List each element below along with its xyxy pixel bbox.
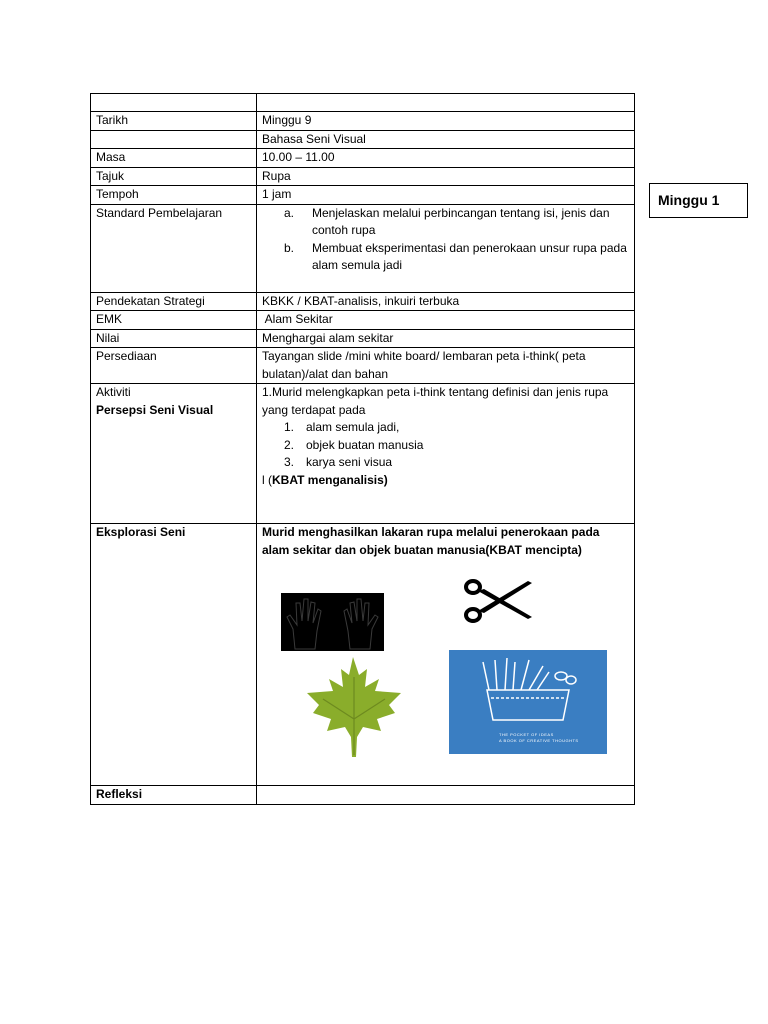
row-tempoh xyxy=(91,186,635,205)
row-label: Tempoh xyxy=(91,186,257,205)
list-text: Membuat eksperimentasi dan penerokaan unsur rupa pada alam semula jadi xyxy=(312,240,627,272)
row-value xyxy=(257,204,635,292)
empty-cell xyxy=(257,94,635,112)
row-pendekatan xyxy=(91,292,635,311)
row-value: Rupa xyxy=(257,167,635,186)
list-text: objek buatan manusia xyxy=(306,437,424,452)
row-tajuk xyxy=(91,167,635,186)
row-standard xyxy=(91,204,635,292)
list-marker: 2. xyxy=(284,437,295,452)
activity-sublabel: Persepsi Seni Visual xyxy=(96,402,214,417)
row-label: Standard Pembelajaran xyxy=(91,204,257,292)
empty-cell xyxy=(91,94,257,112)
list-marker: 3. xyxy=(284,455,295,469)
list-item xyxy=(284,240,629,275)
row-aktiviti xyxy=(91,384,635,524)
row-value: KBKK / KBAT-analisis, inkuiri terbuka xyxy=(257,292,635,311)
row-label: Masa xyxy=(91,149,257,168)
list-marker: b. xyxy=(284,240,295,255)
row-label: Persediaan xyxy=(91,348,257,384)
header-row xyxy=(91,94,635,112)
list-marker: 1. xyxy=(284,420,295,434)
activity-intro: 1.Murid melengkapkan peta i-think tentang definisi dan jenis rupa yang terdapat pada xyxy=(262,385,609,417)
row-label: Nilai xyxy=(91,329,257,348)
poster-title: THE POCKET OF IDEAS xyxy=(499,732,554,737)
row-persediaan xyxy=(91,348,635,384)
list-text: karya seni visua xyxy=(306,455,393,469)
row-value: 1 jam xyxy=(257,186,635,205)
row-label: Tarikh xyxy=(91,112,257,131)
exploration-text: Murid menghasilkan lakaran rupa melalui penerokaan pada alam sekitar dan objek buatan manusia(KBAT mencipta) xyxy=(262,525,600,557)
row-nilai xyxy=(91,329,635,348)
hands-image xyxy=(281,593,384,651)
row-value xyxy=(257,786,635,805)
activity-outro xyxy=(262,472,629,490)
row-subject xyxy=(91,130,635,149)
list-item xyxy=(284,454,629,472)
week-label-box: Minggu 1 xyxy=(649,183,748,218)
row-value: 10.00 – 11.00 xyxy=(257,149,635,168)
list-item xyxy=(284,437,629,455)
row-label xyxy=(91,384,257,524)
list-item xyxy=(284,205,629,240)
row-value xyxy=(257,384,635,524)
empty-cell xyxy=(91,130,257,149)
row-value: Bahasa Seni Visual xyxy=(257,130,635,149)
row-label: Refleksi xyxy=(91,786,257,805)
row-value: Tayangan slide /mini white board/ lembaran peta i-think( peta bulatan)/alat dan bahan xyxy=(257,348,635,384)
row-label: EMK xyxy=(91,311,257,330)
list-text: Menjelaskan melalui perbincangan tentang isi, jenis dan contoh rupa xyxy=(312,205,610,237)
outro-bold: KBAT menganalisis) xyxy=(272,472,388,487)
pocket-poster-image xyxy=(449,650,607,754)
row-label: Tajuk xyxy=(91,167,257,186)
activity-label: Aktiviti xyxy=(96,385,131,399)
list-text: alam semula jadi, xyxy=(306,420,400,434)
row-value: Minggu 9 xyxy=(257,112,635,131)
row-value: Menghargai alam sekitar xyxy=(257,329,635,348)
list-item xyxy=(284,419,629,437)
leaf-image xyxy=(303,657,405,759)
row-label: Pendekatan Strategi xyxy=(91,292,257,311)
row-label: Eksplorasi Seni xyxy=(91,524,257,786)
row-refleksi xyxy=(91,786,635,805)
list-marker: a. xyxy=(284,205,295,220)
row-tarikh xyxy=(91,112,635,131)
row-masa xyxy=(91,149,635,168)
poster-subtitle: A BOOK OF CREATIVE THOUGHTS xyxy=(499,738,579,743)
row-value: Alam Sekitar xyxy=(257,311,635,330)
scissors-icon xyxy=(462,575,534,627)
outro-prefix: l ( xyxy=(262,472,272,487)
row-emk xyxy=(91,311,635,330)
